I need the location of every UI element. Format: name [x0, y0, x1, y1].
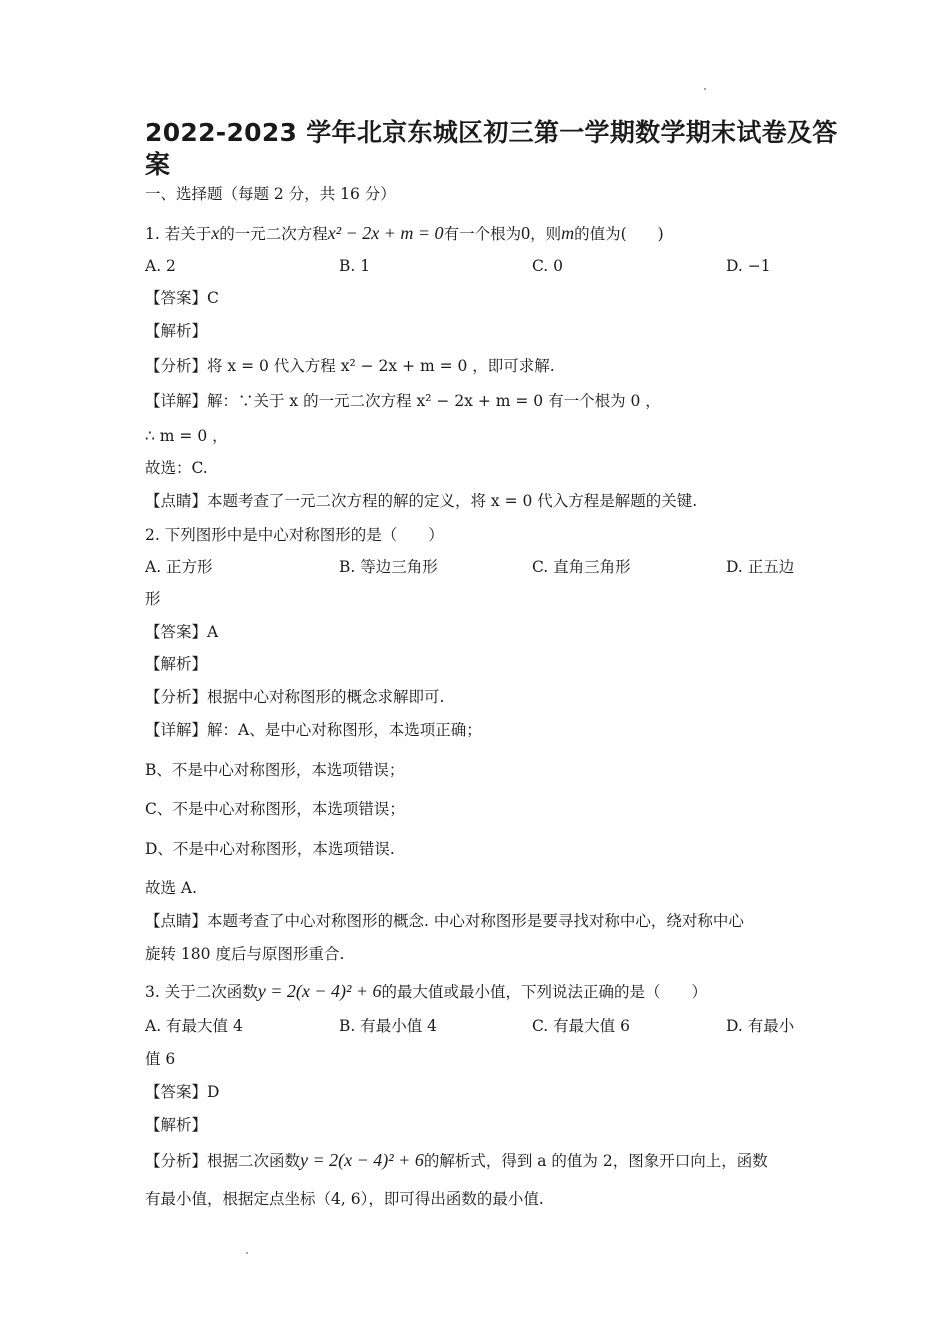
- q1-xiangjie: 【详解】解：∵关于 x 的一元二次方程 x² − 2x + m = 0 有一个根为 0 ，: [145, 392, 661, 410]
- q3-fenxi-line2: 有最小值，根据定点坐标（4, 6），即可得出函数的最小值.: [145, 1190, 544, 1208]
- q3-option-wrap: 值 6: [145, 1050, 176, 1068]
- document-title-line1: 2022-2023 学年北京东城区初三第一学期数学期末试卷及答: [145, 118, 838, 147]
- q2-option-wrap: 形: [145, 590, 161, 608]
- q2-option-a: A. 正方形: [145, 558, 213, 576]
- q2-stem: 2. 下列图形中是中心对称图形的是（ ）: [145, 526, 444, 544]
- q2-fenxi: 【分析】根据中心对称图形的概念求解即可.: [145, 688, 445, 706]
- q1-var-x: x: [211, 223, 220, 243]
- document-title-line2: 案: [145, 150, 171, 179]
- q2-option-b-note: B、不是中心对称图形，本选项错误；: [145, 761, 405, 779]
- q1-option-c: C. 0: [532, 257, 564, 275]
- q1-dianjing: 【点睛】本题考查了一元二次方程的解的定义，将 x = 0 代入方程是解题的关键.: [145, 492, 698, 510]
- q3-fenxi-function: y = 2(x − 4)² + 6: [300, 1150, 424, 1170]
- q2-option-c-note: C、不是中心对称图形，本选项错误；: [145, 800, 405, 818]
- q1-stem-part: 的值为( ): [574, 225, 664, 243]
- q3-fenxi-part: 【分析】根据二次函数: [145, 1152, 301, 1170]
- q2-option-d: D. 正五边: [726, 558, 795, 576]
- q1-option-b: B. 1: [339, 257, 371, 275]
- q1-stem-part: 的一元二次方程: [219, 225, 328, 243]
- footer-dot: [246, 1252, 248, 1254]
- q2-xiangjie: 【详解】解：A、是中心对称图形，本选项正确；: [145, 721, 482, 739]
- q1-option-d: D. −1: [726, 257, 771, 275]
- q3-option-a: A. 有最大值 4: [145, 1017, 243, 1035]
- section-heading: 一、选择题（每题 2 分，共 16 分）: [145, 185, 396, 203]
- corner-dot: [704, 88, 706, 90]
- q3-option-c: C. 有最大值 6: [532, 1017, 630, 1035]
- q3-option-d: D. 有最小: [726, 1017, 795, 1035]
- q1-stem: [145, 223, 664, 244]
- q2-option-c: C. 直角三角形: [532, 558, 631, 576]
- q2-option-b: B. 等边三角形: [339, 558, 438, 576]
- q1-therefore: ∴ m = 0 ，: [145, 427, 228, 445]
- q1-fenxi: 【分析】将 x = 0 代入方程 x² − 2x + m = 0 ，即可求解.: [145, 357, 555, 375]
- q2-dianjing-line1: 【点睛】本题考查了中心对称图形的概念. 中心对称图形是要寻找对称中心，绕对称中心: [145, 912, 744, 930]
- q1-stem-part: 1. 若关于: [145, 225, 212, 243]
- q1-var-m: m: [561, 223, 575, 243]
- q3-stem-part: 的最大值或最小值，下列说法正确的是（ ）: [381, 983, 708, 1001]
- q3-stem-part: 3. 关于二次函数: [145, 983, 258, 1001]
- q1-stem-part: ，则: [530, 225, 562, 243]
- q3-analysis-heading: 【解析】: [145, 1116, 208, 1134]
- q3-answer: 【答案】D: [145, 1083, 220, 1101]
- q1-option-a: A. 2: [145, 257, 176, 275]
- q1-equation: x² − 2x + m = 0: [327, 223, 444, 243]
- q3-stem: [145, 981, 707, 1002]
- q2-option-d-note: D、不是中心对称图形，本选项错误.: [145, 840, 395, 858]
- q1-stem-part: 有一个根为: [443, 225, 522, 243]
- q2-analysis-heading: 【解析】: [145, 655, 208, 673]
- q3-function: y = 2(x − 4)² + 6: [257, 981, 382, 1001]
- q1-zero: 0: [521, 223, 531, 243]
- q2-dianjing-line2: 旋转 180 度后与原图形重合.: [145, 945, 345, 963]
- q1-analysis-heading: 【解析】: [145, 322, 208, 340]
- q2-answer: 【答案】A: [145, 623, 219, 641]
- q1-answer: 【答案】C: [145, 289, 219, 307]
- q3-option-b: B. 有最小值 4: [339, 1017, 438, 1035]
- q2-choose: 故选 A.: [145, 879, 198, 897]
- q3-fenxi-part: 的解析式，得到 a 的值为 2，图象开口向上，函数: [423, 1152, 768, 1170]
- q3-fenxi-line1: [145, 1150, 768, 1171]
- q1-choose: 故选：C.: [145, 459, 208, 477]
